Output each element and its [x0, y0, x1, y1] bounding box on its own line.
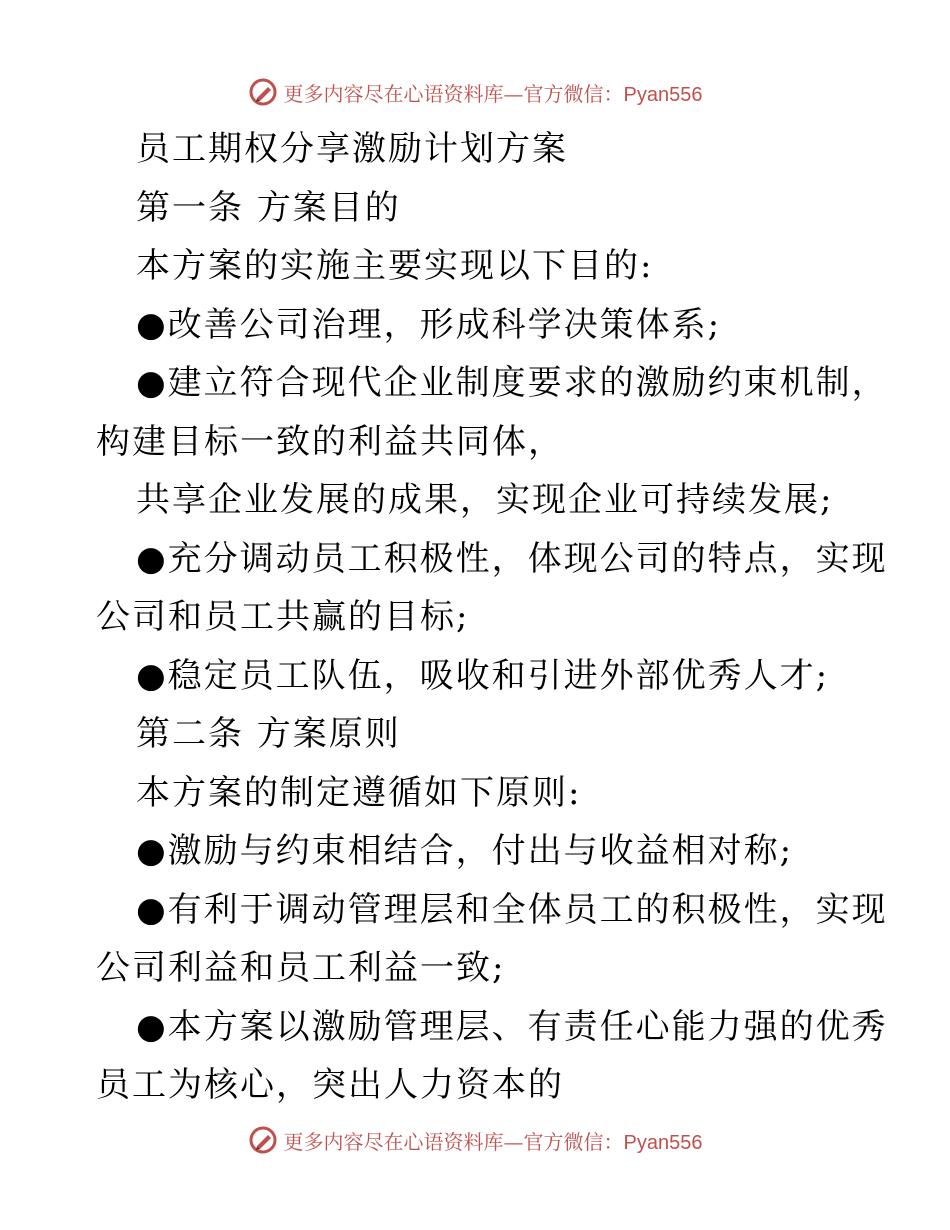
footer-wechat-id: Pyan556 [623, 1131, 703, 1154]
header-wechat-label: 官方微信： [523, 81, 624, 106]
document-line: ●充分调动员工积极性，体现公司的特点，实现 [136, 538, 888, 579]
header-banner [0, 72, 950, 112]
header-site-name: 更多内容尽在心语资料库 [283, 81, 504, 106]
pen-logo-icon [248, 1125, 278, 1155]
header-text [284, 78, 703, 107]
document-line: ●改善公司治理，形成科学决策体系; [136, 304, 722, 345]
document-line: ●有利于调动管理层和全体员工的积极性，实现 [136, 889, 888, 930]
footer-site-name: 更多内容尽在心语资料库 [283, 1129, 504, 1154]
document-line: 构建目标一致的利益共同体， [96, 421, 564, 462]
document-body [96, 120, 888, 1115]
document-line: 本方案的实施主要实现以下目的: [136, 246, 654, 286]
document-line: ●激励与约束相结合，付出与收益相对称; [136, 831, 794, 871]
document-line: 第一条 方案目的 [136, 187, 401, 228]
document-line: 公司和员工共赢的目标; [96, 597, 470, 637]
pen-logo-icon [248, 77, 278, 107]
document-line: 员工为核心，突出人力资本的 [96, 1065, 564, 1105]
document-line: 本方案的制定遵循如下原则: [136, 772, 582, 813]
header-wechat-id: Pyan556 [623, 83, 703, 106]
footer-banner [0, 1120, 950, 1160]
document-line: 第二条 方案原则 [136, 714, 401, 754]
document-line: ●稳定员工队伍，吸收和引进外部优秀人才; [136, 655, 830, 696]
document-line: 员工期权分享激励计划方案 [136, 129, 568, 169]
document-line: ●建立符合现代企业制度要求的激励约束机制， [136, 363, 888, 403]
footer-separator: — [503, 1129, 524, 1154]
header-separator: — [503, 81, 524, 106]
footer-wechat-label: 官方微信： [523, 1129, 624, 1154]
footer-text [284, 1126, 703, 1155]
document-line: 公司利益和员工利益一致; [96, 948, 506, 988]
document-line: ●本方案以激励管理层、有责任心能力强的优秀 [136, 1006, 888, 1047]
document-line: 共享企业发展的成果，实现企业可持续发展; [136, 480, 834, 520]
